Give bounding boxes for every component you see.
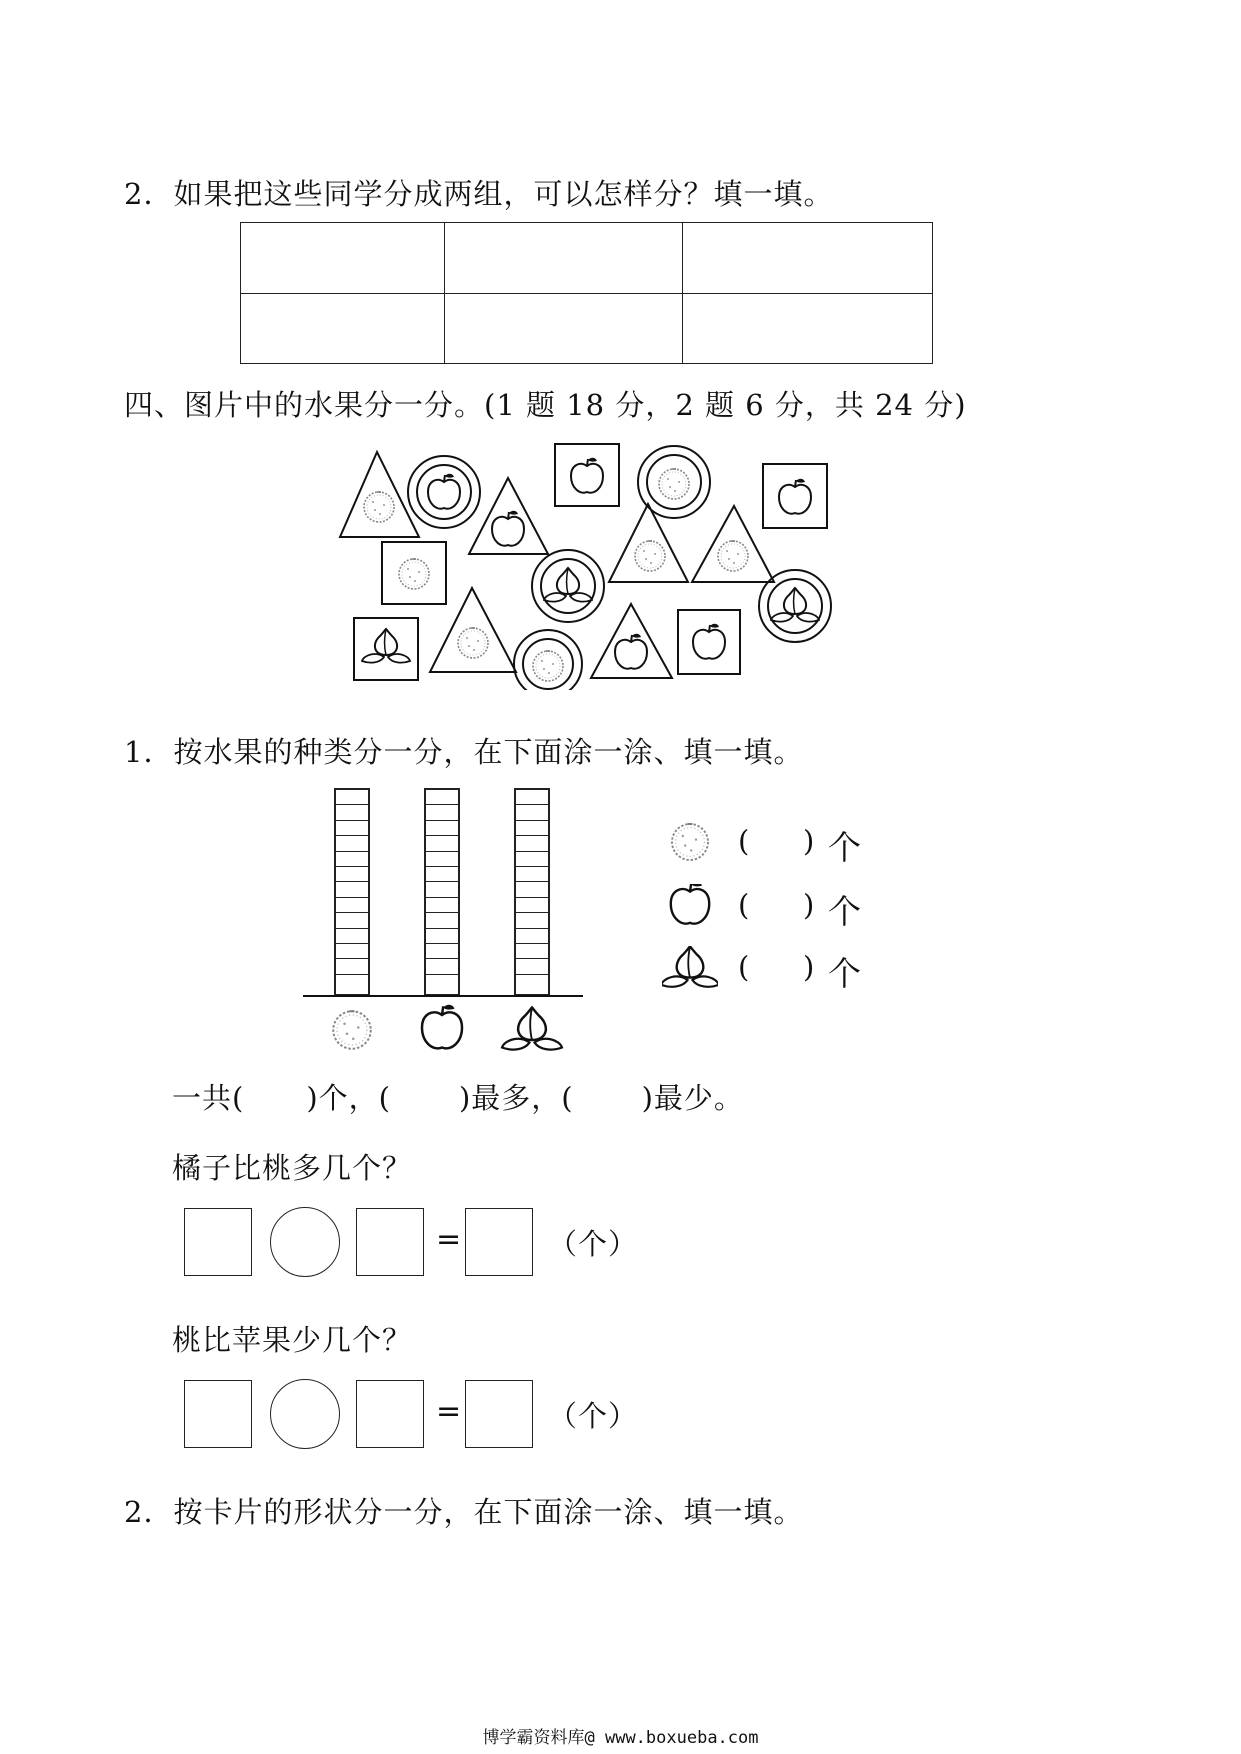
eq1-result-box[interactable] — [465, 1208, 533, 1276]
bar-baseline — [303, 995, 583, 997]
card-circle-apple — [408, 456, 480, 528]
eq2-unit: （个） — [548, 1399, 639, 1433]
bar-cell[interactable] — [336, 959, 368, 974]
question-1-text: 1．按水果的种类分一分，在下面涂一涂、填一填。 — [124, 735, 804, 769]
bar-cell[interactable] — [336, 836, 368, 851]
bar-cell[interactable] — [336, 805, 368, 820]
bar-cell[interactable] — [336, 867, 368, 882]
count-close-paren: ) — [803, 950, 816, 984]
count-unit: 个 — [828, 954, 862, 993]
summary-line — [172, 1076, 744, 1117]
bar-cell[interactable] — [336, 929, 368, 944]
section-4-heading: 四、图片中的水果分一分。(1 题 18 分，2 题 6 分，共 24 分) — [124, 388, 967, 422]
card-triangle-orange-low — [430, 588, 516, 672]
count-unit: 个 — [828, 828, 862, 867]
card-square-peach — [354, 618, 418, 680]
bar-cell[interactable] — [516, 867, 548, 882]
question-b-text: 桃比苹果少几个？ — [172, 1323, 413, 1357]
summary-least-label: )最多，( — [458, 1081, 574, 1115]
card-circle-orange-low — [514, 630, 582, 690]
bar-cell[interactable] — [516, 959, 548, 974]
bar-cell[interactable] — [516, 944, 548, 959]
card-triangle-apple-low — [591, 604, 672, 678]
bar-cell[interactable] — [336, 898, 368, 913]
count-unit: 个 — [828, 892, 862, 931]
eq1-operand1-box[interactable] — [184, 1208, 252, 1276]
summary-end-label: )最少。 — [641, 1081, 744, 1115]
bar-cell[interactable] — [426, 805, 458, 820]
bar-cell[interactable] — [516, 882, 548, 897]
card-triangle-orange-mid — [609, 504, 688, 582]
grouping-answer-table[interactable] — [240, 222, 933, 364]
bar-cell[interactable] — [426, 867, 458, 882]
eq2-equals-sign: = — [436, 1394, 462, 1429]
bar-cell[interactable] — [516, 898, 548, 913]
eq2-operator-circle[interactable] — [270, 1379, 340, 1449]
eq1-operand2-box[interactable] — [356, 1208, 424, 1276]
count-close-paren: ) — [803, 888, 816, 922]
bar-cell[interactable] — [426, 821, 458, 836]
bar-cell[interactable] — [516, 805, 548, 820]
fruit-card-cluster — [330, 440, 840, 690]
count-open-paren: ( — [738, 950, 751, 984]
question-a-text: 橘子比桃多几个？ — [172, 1151, 413, 1185]
axis-apple-icon — [422, 1005, 462, 1049]
bar-cell[interactable] — [516, 929, 548, 944]
eq1-unit: （个） — [548, 1227, 639, 1261]
bar-cell[interactable] — [336, 852, 368, 867]
summary-most-label: )个，( — [306, 1081, 391, 1115]
bar-cell[interactable] — [426, 882, 458, 897]
card-triangle-orange-right — [692, 506, 774, 582]
eq2-operand2-box[interactable] — [356, 1380, 424, 1448]
bar-column-orange[interactable] — [334, 788, 370, 996]
bar-column-peach[interactable] — [514, 788, 550, 996]
axis-orange-icon — [333, 1011, 371, 1049]
apple-icon — [668, 884, 712, 928]
bar-axis-fruit-icons — [320, 1000, 580, 1060]
bar-cell[interactable] — [426, 944, 458, 959]
bar-cell[interactable] — [336, 944, 368, 959]
count-open-paren: ( — [738, 824, 751, 858]
bar-column-apple[interactable] — [424, 788, 460, 996]
card-circle-peach — [532, 550, 604, 622]
bar-cell[interactable] — [426, 913, 458, 928]
question-2-text: 2．如果把这些同学分成两组，可以怎样分？填一填。 — [124, 177, 834, 211]
bar-cell[interactable] — [336, 821, 368, 836]
bar-cell[interactable] — [516, 913, 548, 928]
bar-cell[interactable] — [516, 836, 548, 851]
bar-cell[interactable] — [336, 913, 368, 928]
eq1-equals-sign: = — [436, 1222, 462, 1257]
summary-total-label: 一共( — [172, 1081, 245, 1115]
count-close-paren: ) — [803, 824, 816, 858]
card-square-apple — [555, 444, 619, 506]
bar-cell[interactable] — [426, 898, 458, 913]
bar-cell[interactable] — [426, 929, 458, 944]
question-2-shape-text: 2．按卡片的形状分一分，在下面涂一涂、填一填。 — [124, 1495, 804, 1529]
bar-cell[interactable] — [336, 882, 368, 897]
axis-peach-icon — [502, 1008, 562, 1050]
bar-cell[interactable] — [516, 821, 548, 836]
count-open-paren: ( — [738, 888, 751, 922]
eq2-operand1-box[interactable] — [184, 1380, 252, 1448]
peach-icon — [662, 946, 718, 990]
card-square-apple-low — [678, 610, 740, 674]
bar-cell[interactable] — [516, 790, 548, 805]
bar-cell[interactable] — [336, 790, 368, 805]
card-square-orange — [382, 542, 446, 604]
eq1-operator-circle[interactable] — [270, 1207, 340, 1277]
orange-icon — [668, 820, 712, 864]
bar-cell[interactable] — [426, 852, 458, 867]
card-square-apple-right — [763, 464, 827, 528]
bar-cell[interactable] — [426, 836, 458, 851]
bar-cell[interactable] — [426, 790, 458, 805]
bar-cell[interactable] — [516, 852, 548, 867]
bar-cell[interactable] — [426, 959, 458, 974]
card-circle-peach-right — [759, 570, 831, 642]
footer-watermark: 博学霸资料库@ www.boxueba.com — [482, 1728, 759, 1748]
eq2-result-box[interactable] — [465, 1380, 533, 1448]
